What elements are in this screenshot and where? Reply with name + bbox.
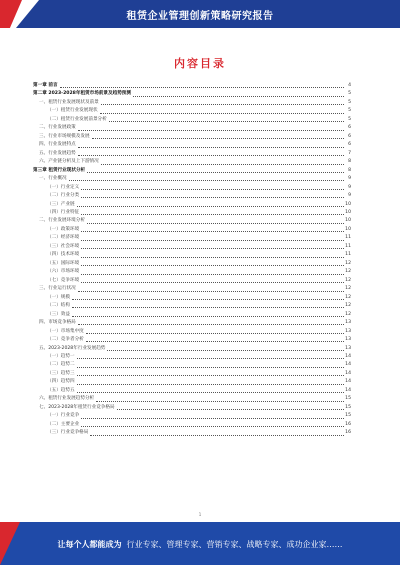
toc-leader-dots (81, 425, 344, 427)
toc-entry-label: 第二章 2023-2028年租赁市场前景及趋势预测 (33, 91, 131, 97)
toc-leader-dots (78, 154, 344, 156)
toc-leader-dots (133, 95, 344, 97)
toc-entry-label: （七）竞争环境 (47, 277, 80, 283)
toc-entry-label: （三）产业链 (47, 201, 75, 207)
toc-entry[interactable] (33, 116, 351, 124)
toc-leader-dots (90, 434, 344, 436)
toc-entry-page: 14 (345, 370, 351, 376)
toc-entry-page: 13 (345, 320, 351, 326)
toc-leader-dots (81, 281, 344, 283)
toc-entry[interactable] (33, 429, 351, 437)
toc-leader-dots (109, 120, 344, 122)
toc-leader-dots (87, 171, 344, 173)
footer-slogan-tail: 行业专家、管理专家、营销专家、战略专家、成功企业家…… (126, 540, 343, 549)
toc-entry-label: 五、行业发展趋势 (39, 150, 76, 156)
toc-entry-page: 9 (348, 184, 351, 190)
toc-entry-label: （三）趋势三 (47, 370, 75, 376)
toc-entry-label: （三）社会环境 (47, 243, 80, 249)
toc-entry-label: （一）租赁行业发展现状 (47, 108, 98, 114)
toc-entry[interactable] (33, 175, 351, 183)
toc-entry-label: （一）行业定义 (47, 184, 80, 190)
toc-entry-label: （一）行业竞争 (47, 413, 80, 419)
toc-entry[interactable] (33, 387, 351, 395)
toc-entry-label: （二）行业分类 (47, 193, 80, 199)
toc-entry[interactable] (33, 99, 351, 107)
toc-entry[interactable] (33, 378, 351, 386)
toc-entry-label: 第一章 前言 (33, 82, 58, 88)
toc-entry-page: 10 (345, 226, 351, 232)
toc-entry-label: （二）竞争者分析 (47, 337, 84, 343)
toc-entry-label: （五）趋势五 (47, 387, 75, 393)
toc-entry-page: 5 (348, 116, 351, 122)
toc-entry-label: （四）趋势四 (47, 379, 75, 385)
toc-entry[interactable] (33, 260, 351, 268)
toc-leader-dots (72, 306, 344, 308)
toc-entry-page: 10 (345, 210, 351, 216)
toc-leader-dots (81, 196, 344, 198)
toc-entry[interactable] (33, 361, 351, 369)
toc-leader-dots (117, 408, 344, 410)
toc-leader-dots (77, 383, 344, 385)
toc-entry-page: 12 (345, 311, 351, 317)
footer-slogan (0, 539, 400, 550)
toc-entry-page: 12 (345, 286, 351, 292)
toc-entry-page: 12 (345, 294, 351, 300)
toc-entry-label: 第三章 租赁行业现状分析 (33, 167, 86, 173)
toc-entry-label: （二）租赁行业发展前景分析 (47, 116, 107, 122)
toc-entry-label: 二、行业发展环境分析 (39, 218, 85, 224)
toc-entry[interactable] (33, 353, 351, 361)
toc-entry-page: 11 (345, 235, 351, 241)
toc-entry[interactable] (33, 158, 351, 166)
toc-entry-page: 8 (348, 159, 351, 165)
toc-entry-page: 7 (348, 150, 351, 156)
toc-entry[interactable] (33, 277, 351, 285)
toc-entry[interactable] (33, 412, 351, 420)
toc-entry-page: 12 (345, 269, 351, 275)
toc-entry-label: （二）经济环境 (47, 235, 80, 241)
toc-entry-page: 12 (345, 260, 351, 266)
toc-entry-page: 5 (348, 108, 351, 114)
toc-entry-page: 9 (348, 193, 351, 199)
toc-entry[interactable] (33, 311, 351, 319)
table-of-contents (33, 82, 351, 438)
toc-entry-page: 12 (345, 277, 351, 283)
toc-entry-page: 15 (345, 413, 351, 419)
toc-entry[interactable] (33, 150, 351, 158)
toc-entry-label: 五、2023-2028年行业发展趋势 (39, 345, 106, 351)
toc-entry-page: 4 (348, 82, 351, 88)
toc-leader-dots (81, 256, 344, 258)
toc-leader-dots (72, 315, 344, 317)
toc-leader-dots (60, 86, 344, 88)
toc-leader-dots (81, 417, 344, 419)
toc-leader-dots (81, 247, 344, 249)
toc-entry-label: 一、租赁行业发展现状及前景 (39, 99, 99, 105)
toc-entry-label: 六、租赁行业发展趋势分析 (39, 396, 95, 402)
toc-leader-dots (87, 222, 344, 224)
toc-entry-page: 6 (348, 142, 351, 148)
toc-leader-dots (92, 137, 344, 139)
toc-entry-page: 9 (348, 176, 351, 182)
toc-leader-dots (86, 340, 344, 342)
toc-entry-label: 七、2023-2028年租赁行业竞争格局 (39, 404, 115, 410)
toc-entry-page: 15 (345, 404, 351, 410)
toc-entry[interactable] (33, 345, 351, 353)
toc-entry-page: 13 (345, 328, 351, 334)
toc-leader-dots (101, 103, 344, 105)
toc-entry[interactable] (33, 234, 351, 242)
toc-entry-page: 5 (348, 91, 351, 97)
toc-entry[interactable] (33, 319, 351, 327)
toc-entry-label: （一）政策环境 (47, 226, 80, 232)
toc-entry-label: 四、行业发展特点 (39, 142, 76, 148)
toc-entry-label: （三）效益 (47, 311, 70, 317)
toc-entry[interactable] (33, 201, 351, 209)
toc-entry-page: 15 (345, 396, 351, 402)
toc-leader-dots (81, 273, 344, 275)
toc-leader-dots (81, 230, 344, 232)
toc-entry-page: 16 (345, 430, 351, 436)
toc-leader-dots (78, 323, 344, 325)
toc-entry[interactable] (33, 404, 351, 412)
toc-leader-dots (86, 332, 344, 334)
toc-entry-label: （二）趋势二 (47, 362, 75, 368)
toc-entry-label: （四）行业特征 (47, 210, 80, 216)
toc-leader-dots (81, 213, 344, 215)
toc-entry-page: 11 (345, 252, 351, 258)
toc-entry-label: 三、行业运行状况 (39, 286, 76, 292)
toc-entry[interactable] (33, 167, 351, 175)
toc-entry-label: （六）市场环境 (47, 269, 80, 275)
toc-entry-page: 13 (345, 345, 351, 351)
toc-entry[interactable] (33, 141, 351, 149)
toc-entry-page: 5 (348, 99, 351, 105)
toc-leader-dots (78, 129, 344, 131)
toc-entry[interactable] (33, 209, 351, 217)
toc-entry-label: （二）结构 (47, 303, 70, 309)
toc-entry[interactable] (33, 226, 351, 234)
toc-entry[interactable] (33, 251, 351, 259)
toc-entry-page: 8 (348, 167, 351, 173)
toc-entry-page: 11 (345, 243, 351, 249)
toc-leader-dots (77, 374, 344, 376)
toc-entry[interactable] (33, 336, 351, 344)
toc-entry[interactable] (33, 294, 351, 302)
toc-entry[interactable] (33, 328, 351, 336)
toc-entry[interactable] (33, 184, 351, 192)
toc-leader-dots (81, 188, 344, 190)
toc-leader-dots (81, 264, 344, 266)
toc-leader-dots (96, 400, 344, 402)
toc-entry[interactable] (33, 268, 351, 276)
toc-entry-label: （一）趋势一 (47, 353, 75, 359)
toc-entry-label: 一、行业概况 (39, 176, 67, 182)
toc-entry-page: 14 (345, 353, 351, 359)
toc-entry[interactable] (33, 370, 351, 378)
toc-entry-page: 10 (345, 201, 351, 207)
toc-entry-page: 13 (345, 337, 351, 343)
toc-entry-page: 6 (348, 125, 351, 131)
page-number: 1 (198, 512, 202, 517)
toc-entry-page: 14 (345, 362, 351, 368)
toc-leader-dots (101, 163, 344, 165)
toc-entry[interactable] (33, 192, 351, 200)
toc-entry-page: 14 (345, 379, 351, 385)
toc-leader-dots (78, 290, 344, 292)
toc-entry[interactable] (33, 421, 351, 429)
toc-entry[interactable] (33, 302, 351, 310)
toc-entry[interactable] (33, 243, 351, 251)
toc-leader-dots (107, 349, 344, 351)
toc-entry-page: 6 (348, 133, 351, 139)
toc-heading: 内容目录 (174, 57, 226, 70)
toc-leader-dots (78, 146, 344, 148)
toc-entry[interactable] (33, 395, 351, 403)
toc-entry[interactable] (33, 285, 351, 293)
toc-entry-label: 三、行业市场规模及发展 (39, 133, 90, 139)
footer-slogan-lead: 让每个人都能成为 (57, 540, 122, 549)
toc-entry[interactable] (33, 124, 351, 132)
toc-entry-label: （五）国际环境 (47, 260, 80, 266)
toc-entry[interactable] (33, 90, 351, 98)
toc-entry-label: 四、市场竞争格局 (39, 320, 76, 326)
toc-entry-page: 16 (345, 421, 351, 427)
toc-leader-dots (100, 112, 344, 114)
toc-entry[interactable] (33, 107, 351, 115)
toc-leader-dots (81, 239, 344, 241)
report-title: 租赁企业管理创新策略研究报告 (126, 11, 274, 22)
header-banner (0, 0, 400, 32)
toc-entry-label: 二、行业发展政策 (39, 125, 76, 131)
toc-leader-dots (77, 366, 344, 368)
toc-entry-label: （一）市场集中度 (47, 328, 84, 334)
toc-entry-label: （四）技术环境 (47, 252, 80, 258)
toc-leader-dots (72, 298, 344, 300)
toc-entry-label: 六、产业链分析及上下游情况 (39, 159, 99, 165)
toc-entry-page: 10 (345, 218, 351, 224)
toc-entry[interactable] (33, 133, 351, 141)
toc-entry-page: 12 (345, 303, 351, 309)
toc-entry-page: 14 (345, 387, 351, 393)
toc-leader-dots (77, 357, 344, 359)
toc-entry[interactable] (33, 82, 351, 90)
toc-entry[interactable] (33, 218, 351, 226)
toc-leader-dots (77, 391, 344, 393)
toc-entry-label: （一）规模 (47, 294, 70, 300)
toc-leader-dots (77, 205, 344, 207)
toc-entry-label: （二）主要企业 (47, 421, 80, 427)
toc-entry-label: （三）行业竞争格局 (47, 430, 89, 436)
toc-leader-dots (69, 179, 344, 181)
